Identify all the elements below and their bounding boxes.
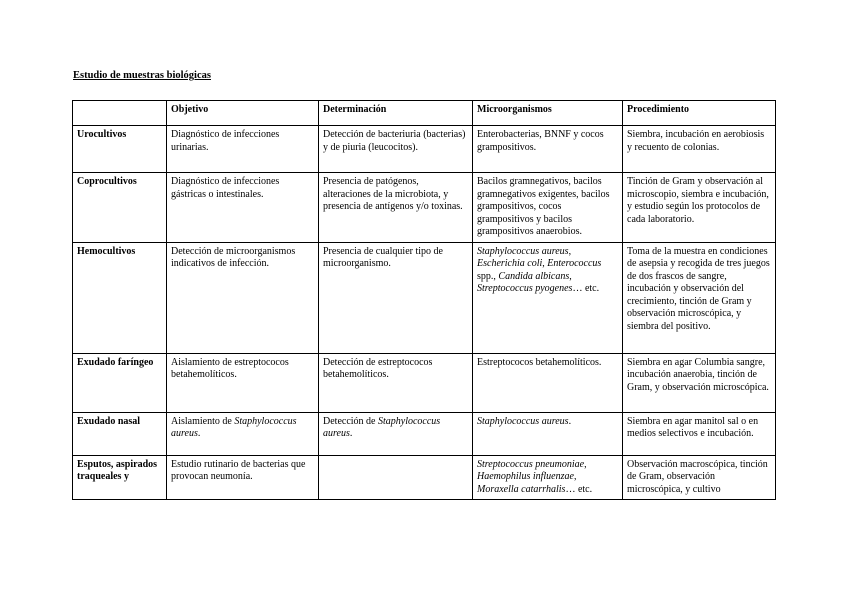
- table-row: [73, 242, 776, 353]
- organism-name: Staphylococcus aureus: [323, 415, 441, 439]
- organism-name: Candida albicans: [498, 270, 570, 282]
- row-label: Coprocultivos: [73, 173, 167, 243]
- cell-procedimiento: Siembra en agar Columbia sangre, incubación anaerobia, tinción de Gram, y observación microscópica.: [623, 353, 776, 412]
- cell-objetivo: Diagnóstico de infecciones urinarias.: [167, 126, 319, 173]
- cell-determinacion: Presencia de cualquier tipo de microorganismo.: [319, 242, 473, 353]
- cell-procedimiento: Observación macroscópica, tinción de Gram, observación microscópica, y cultivo: [623, 455, 776, 500]
- organism-name: Streptococcus pyogenes: [477, 283, 573, 294]
- text-separator: spp.,: [477, 270, 499, 282]
- text-separator: ,: [569, 270, 572, 282]
- cell-objetivo: [167, 412, 319, 455]
- cell-microorganismos: Estreptococos betahemolíticos.: [473, 353, 623, 412]
- table-row: [73, 126, 776, 173]
- cell-microorganismos: [473, 242, 623, 353]
- row-label: Esputos, aspirados traqueales y: [73, 455, 167, 500]
- cell-determinacion: Detección de bacteriuria (bacterias) y de piuria (leucocitos).: [319, 126, 473, 173]
- organism-name: Moraxella catarrhalis: [477, 483, 566, 495]
- text-separator: ,: [542, 258, 548, 269]
- cell-microorganismos: Bacilos gramnegativos, bacilos gramnegativos exigentes, bacilos grampositivos, cocos grampositivos y bacilos grampositivos anaerobios.: [473, 173, 623, 243]
- table-row: [73, 412, 776, 455]
- table-row: [73, 353, 776, 412]
- organism-name: Haemophilus influenzae: [477, 471, 574, 482]
- cell-microorganismos: [473, 455, 623, 500]
- header-empty: [73, 101, 167, 126]
- cell-objetivo: Diagnóstico de infecciones gástricas o intestinales.: [167, 173, 319, 243]
- table-header-row: [73, 101, 776, 126]
- cell-objetivo: Detección de microorganismos indicativos de infección.: [167, 242, 319, 353]
- biological-samples-table: [72, 100, 776, 500]
- organism-name: Staphylococcus aureus: [477, 415, 569, 427]
- cell-determinacion: [319, 412, 473, 455]
- row-label: Hemocultivos: [73, 242, 167, 353]
- cell-objetivo: Estudio rutinario de bacterias que provocan neumonía.: [167, 455, 319, 500]
- header-determinacion: Determinación: [319, 101, 473, 126]
- row-label: Urocultivos: [73, 126, 167, 173]
- text-separator: ,: [573, 471, 577, 482]
- document-title: Estudio de muestras biológicas: [73, 70, 211, 81]
- organism-name: Enterococcus: [547, 258, 602, 269]
- text-fragment: Aislamiento de: [171, 415, 235, 427]
- text-fragment: .: [197, 428, 201, 439]
- cell-determinacion: Presencia de patógenos, alteraciones de la microbiota, y presencia de antígenos y/o toxinas.: [319, 173, 473, 243]
- cell-determinacion: [319, 455, 473, 500]
- row-label: Exudado nasal: [73, 412, 167, 455]
- cell-procedimiento: Siembra, incubación en aerobiosis y recuento de colonias.: [623, 126, 776, 173]
- text-fragment: .: [568, 415, 572, 427]
- text-fragment: Detección de: [323, 415, 378, 427]
- header-procedimiento: Procedimiento: [623, 101, 776, 126]
- table-row: [73, 455, 776, 500]
- cell-objetivo: Aislamiento de estreptococos betahemolíticos.: [167, 353, 319, 412]
- organism-name: Staphylococcus aureus: [477, 245, 569, 257]
- cell-procedimiento: Toma de la muestra en condiciones de asepsia y recogida de tres juegos de dos frascos de sangre, incubación y observación del crecimiento, tinción de Gram y observación microscópica, y siembra del positivo.: [623, 242, 776, 353]
- table-row: [73, 173, 776, 243]
- cell-microorganismos: [473, 412, 623, 455]
- text-separator: … etc.: [565, 483, 593, 495]
- organism-name: Escherichia coli: [477, 258, 543, 269]
- cell-microorganismos: Enterobacterias, BNNF y cocos grampositivos.: [473, 126, 623, 173]
- text-separator: ,: [568, 245, 572, 257]
- row-label: Exudado faríngeo: [73, 353, 167, 412]
- text-separator: … etc.: [572, 283, 600, 294]
- cell-procedimiento: Tinción de Gram y observación al microscopio, siembra e incubación, y estudio según los protocolos de cada laboratorio.: [623, 173, 776, 243]
- text-separator: ,: [584, 458, 587, 470]
- cell-determinacion: Detección de estreptococos betahemolíticos.: [319, 353, 473, 412]
- text-fragment: .: [349, 428, 353, 439]
- organism-name: Staphylococcus aureus: [171, 415, 297, 439]
- header-objetivo: Objetivo: [167, 101, 319, 126]
- header-microorganismos: Microorganismos: [473, 101, 623, 126]
- cell-procedimiento: Siembra en agar manitol sal o en medios selectivos e incubación.: [623, 412, 776, 455]
- organism-name: Streptococcus pneumoniae: [477, 458, 585, 470]
